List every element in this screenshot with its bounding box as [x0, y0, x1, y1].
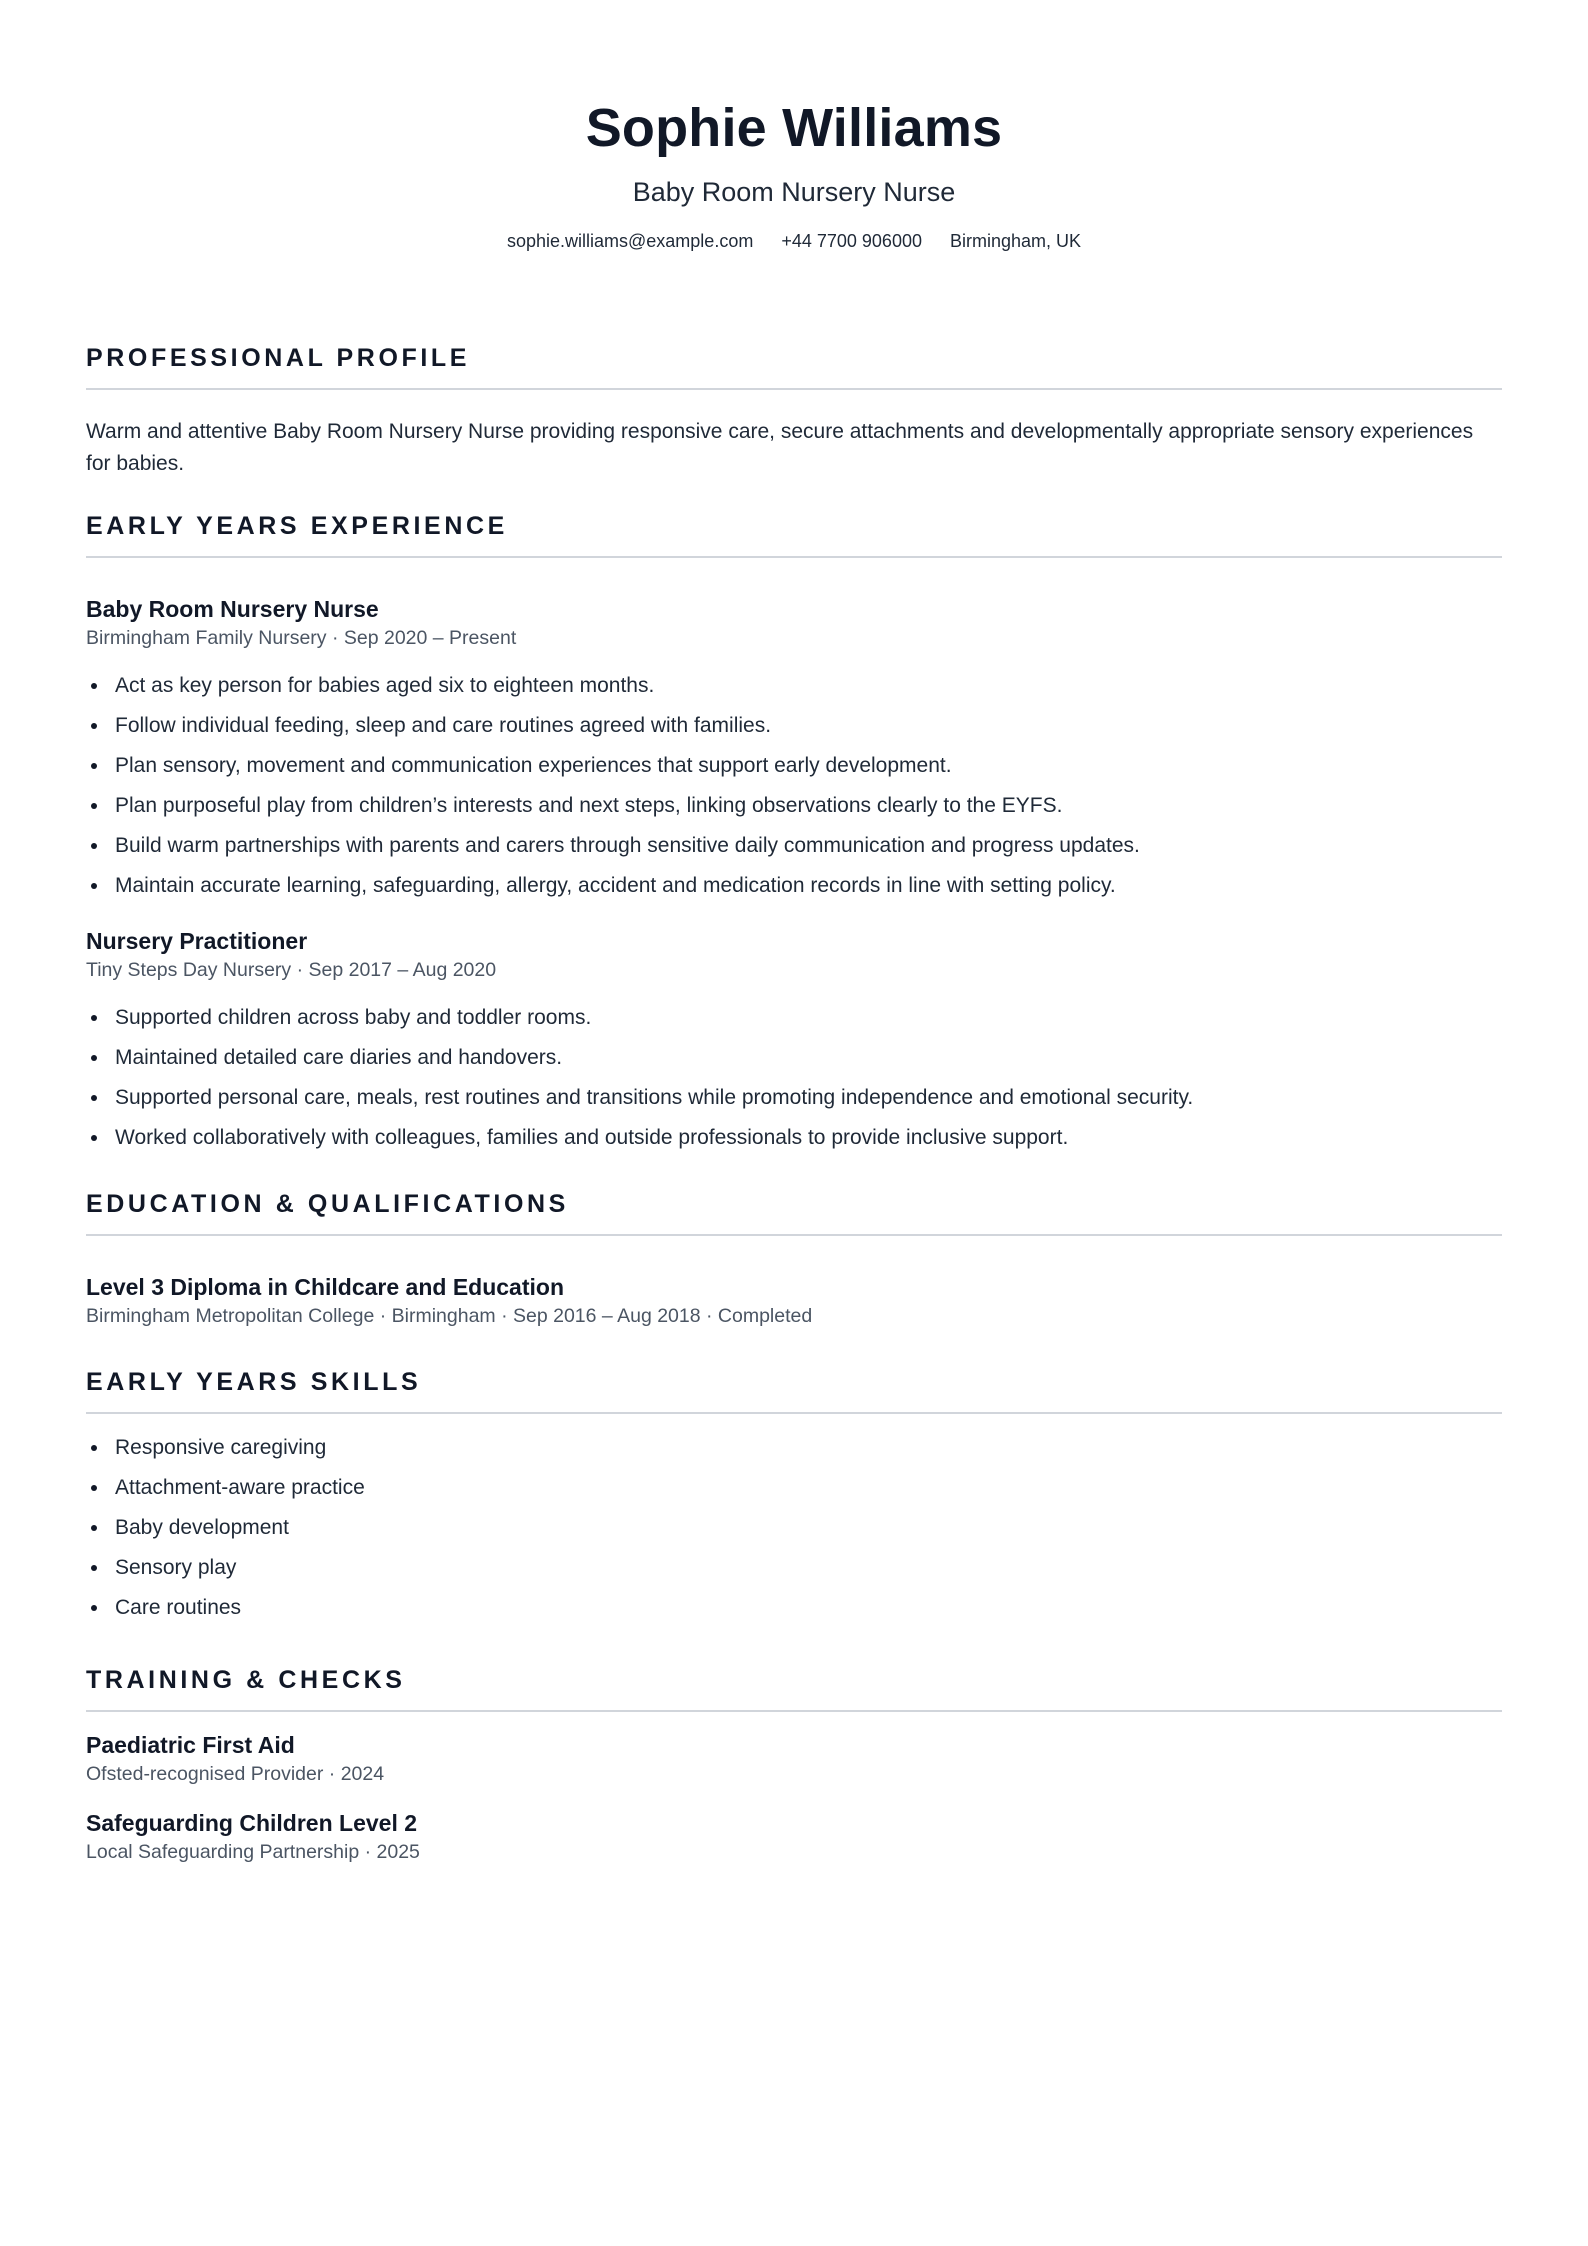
experience-entry: [86, 926, 1502, 1158]
contact-phone: +44 7700 906000: [781, 231, 922, 251]
section-heading-profile: PROFESSIONAL PROFILE: [86, 342, 1502, 390]
list-item: Attachment-aware practice: [86, 1468, 1502, 1508]
job-bullets: [86, 998, 1502, 1158]
section-heading-training: TRAINING & CHECKS: [86, 1664, 1502, 1712]
list-item: Act as key person for babies aged six to eighteen months.: [86, 666, 1502, 706]
contact-email: sophie.williams@example.com: [506, 231, 754, 251]
section-profile: [86, 342, 1502, 480]
contact-line: [86, 228, 1502, 254]
training-entry: [86, 1808, 1502, 1866]
section-skills: [86, 1366, 1502, 1628]
list-item: Supported personal care, meals, rest routines and transitions while promoting independence and emotional security.: [86, 1078, 1502, 1118]
list-item: Maintain accurate learning, safeguarding, allergy, accident and medication records in line with setting policy.: [86, 866, 1502, 906]
candidate-role: Baby Room Nursery Nurse: [632, 177, 956, 207]
list-item: Worked collaboratively with colleagues, families and outside professionals to provide inclusive support.: [86, 1118, 1502, 1158]
job-meta: Birmingham Family Nursery · Sep 2020 – Present: [86, 627, 517, 649]
skills-list: [86, 1428, 1502, 1628]
list-item: Plan purposeful play from children’s interests and next steps, linking observations clearly to the EYFS.: [86, 786, 1502, 826]
training-entry: [86, 1730, 1502, 1788]
section-heading-skills: EARLY YEARS SKILLS: [86, 1366, 1502, 1414]
candidate-name: Sophie Williams: [585, 98, 1003, 158]
list-item: Build warm partnerships with parents and carers through sensitive daily communication and progress updates.: [86, 826, 1502, 866]
job-title: Nursery Practitioner: [86, 928, 308, 954]
training-meta: Ofsted-recognised Provider · 2024: [86, 1763, 385, 1785]
list-item: Responsive caregiving: [86, 1428, 1502, 1468]
qualification-meta: Birmingham Metropolitan College · Birmingham · Sep 2016 – Aug 2018 · Completed: [86, 1305, 813, 1327]
list-item: Care routines: [86, 1588, 1502, 1628]
list-item: Baby development: [86, 1508, 1502, 1548]
job-title: Baby Room Nursery Nurse: [86, 596, 379, 622]
list-item: Plan sensory, movement and communication experiences that support early development.: [86, 746, 1502, 786]
section-heading-experience: EARLY YEARS EXPERIENCE: [86, 510, 1502, 558]
list-item: Supported children across baby and toddler rooms.: [86, 998, 1502, 1038]
training-title: Safeguarding Children Level 2: [86, 1810, 418, 1836]
section-experience: [86, 510, 1502, 1158]
education-entry: [86, 1272, 1502, 1330]
section-training: [86, 1664, 1502, 1866]
section-education: [86, 1188, 1502, 1330]
experience-entry: [86, 594, 1502, 906]
contact-location: Birmingham, UK: [949, 231, 1082, 251]
list-item: Maintained detailed care diaries and handovers.: [86, 1038, 1502, 1078]
profile-text: Warm and attentive Baby Room Nursery Nurse providing responsive care, secure attachments and developmentally appropriate sensory experiences for babies.: [86, 420, 1474, 475]
job-bullets: [86, 666, 1502, 906]
list-item: Follow individual feeding, sleep and care routines agreed with families.: [86, 706, 1502, 746]
resume-header: [86, 0, 1502, 254]
training-title: Paediatric First Aid: [86, 1732, 295, 1758]
job-meta: Tiny Steps Day Nursery · Sep 2017 – Aug 2020: [86, 959, 497, 981]
qualification-title: Level 3 Diploma in Childcare and Education: [86, 1274, 564, 1300]
training-meta: Local Safeguarding Partnership · 2025: [86, 1841, 420, 1863]
section-heading-education: EDUCATION & QUALIFICATIONS: [86, 1188, 1502, 1236]
list-item: Sensory play: [86, 1548, 1502, 1588]
